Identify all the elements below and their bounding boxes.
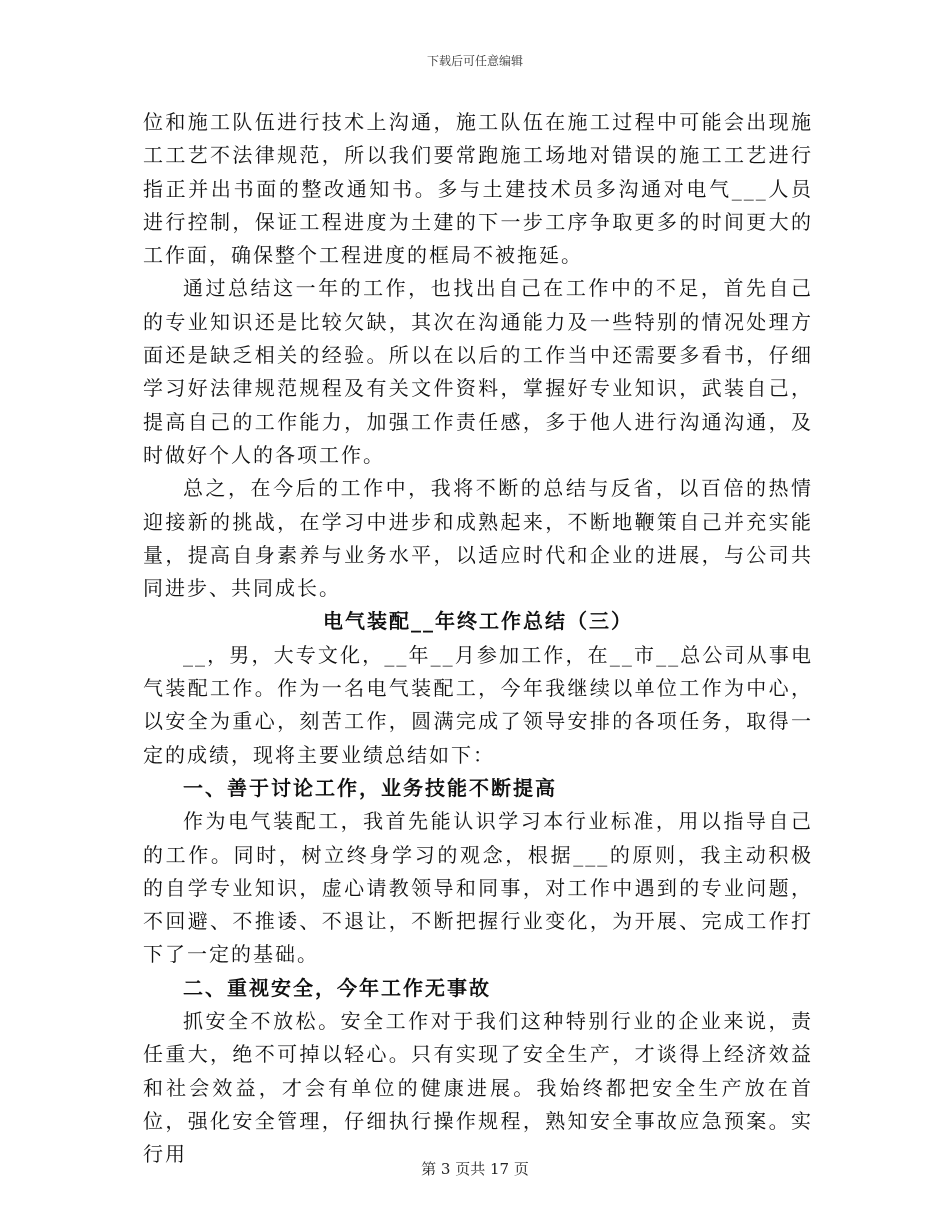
paragraph: 通过总结这一年的工作，也找出自己在工作中的不足，首先自己的专业知识还是比较欠缺，其次在沟通能力及一些特别的情况处理方面还是缺乏相关的经验。所以在以后的工作当中还需要多看书，仔细学习好法律规范规程及有关文件资料，掌握好专业知识，武装自己，提高自己的工作能力，加强工作责任感，多于他人进行沟通沟通，及时做好个人的各项工作。: [143, 276, 813, 467]
header-note: 下载后可任意编辑: [426, 54, 523, 68]
paragraph: 抓安全不放松。安全工作对于我们这种特别行业的企业来说，责任重大，绝不可掉以轻心。只有实现了安全生产，才谈得上经济效益和社会效益，才会有单位的健康进展。我始终都把安全生产放在首位，强化安全管理，仔细执行操作规程，熟知安全事故应急预案。实行用: [143, 1009, 813, 1167]
page-number: 第 3 页共 17 页: [421, 1160, 529, 1178]
paragraph: 总之，在今后的工作中，我将不断的总结与反省，以百倍的热情迎接新的挑战，在学习中进步和成熟起来，不断地鞭策自己并充实能量，提高自身素养与业务水平，以适应时代和企业的进展，与公司共同进步、共同成长。: [143, 476, 813, 601]
paragraph: __，男，大专文化，__年__月参加工作，在__市__总公司从事电气装配工作。作为一名电气装配工，今年我继续以单位工作为中心，以安全为重心，刻苦工作，圆满完成了领导安排的各项任务，取得一定的成绩，现将主要业绩总结如下：: [143, 642, 813, 767]
section-heading: 一、善于讨论工作，业务技能不断提高: [183, 775, 557, 800]
section-title: 电气装配__年终工作总结（三）: [323, 609, 633, 634]
section-heading: 二、重视安全，今年工作无事故: [183, 975, 491, 1000]
paragraph: 作为电气装配工，我首先能认识学习本行业标准，用以指导自己的工作。同时，树立终身学习的观念，根据___的原则，我主动积极的自学专业知识，虚心请教领导和同事，对工作中遇到的专业问题，不回避、不推诿、不退让，不断把握行业变化，为开展、完成工作打下了一定的基础。: [143, 809, 813, 967]
paragraph: 位和施工队伍进行技术上沟通，施工队伍在施工过程中可能会出现施工工艺不法律规范，所以我们要常跑施工场地对错误的施工工艺进行指正并出书面的整改通知书。多与土建技术员多沟通对电气___人员进行控制，保证工程进度为土建的下一步工序争取更多的时间更大的工作面，确保整个工程进度的框局不被拖延。: [143, 110, 813, 268]
document-body: [143, 106, 813, 1172]
